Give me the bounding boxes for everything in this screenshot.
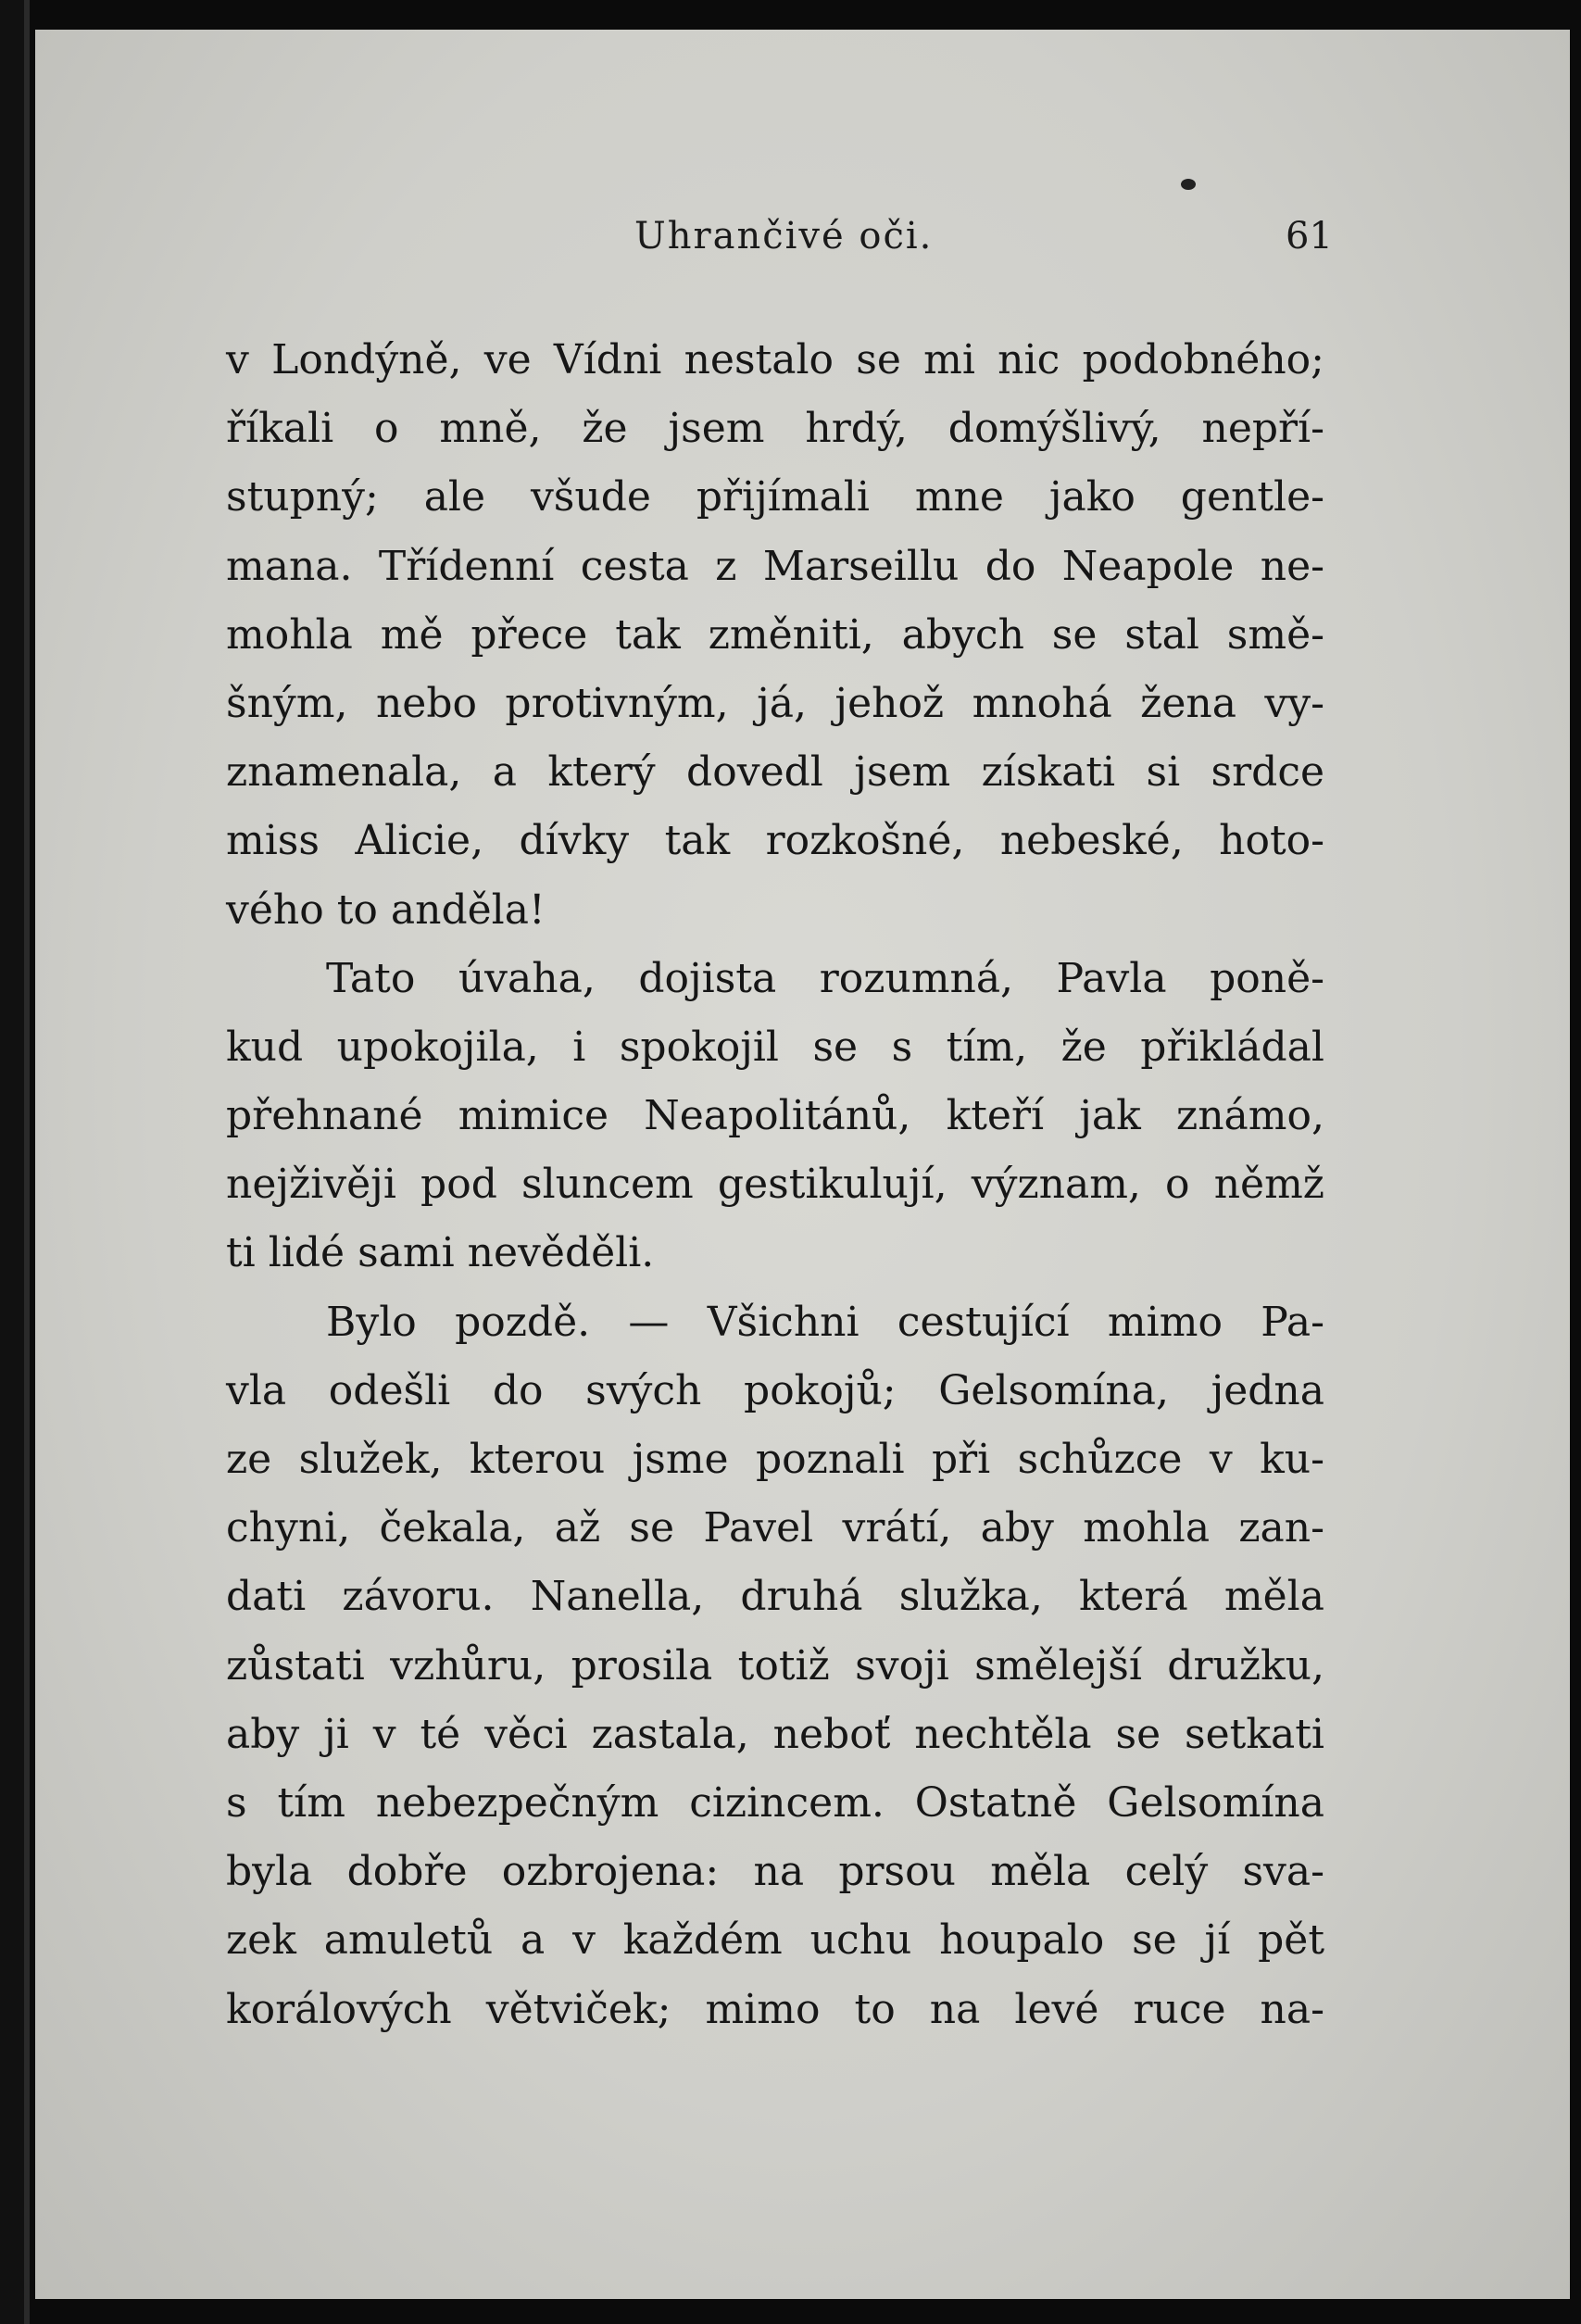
text-line: zůstati vzhůru, prosila totiž svoji smělejší družku, bbox=[226, 1641, 1324, 1690]
text-line: šným, nebo protivným, já, jehož mnohá žena vy- bbox=[226, 679, 1324, 727]
ink-speck bbox=[1181, 179, 1196, 190]
text-line: s tím nebezpečným cizincem. Ostatně Gelsomína bbox=[226, 1778, 1324, 1827]
text-line: ti lidé sami nevěděli. bbox=[226, 1229, 655, 1277]
text-line: říkali o mně, že jsem hrdý, domýšlivý, nepří- bbox=[226, 405, 1324, 453]
text-line: aby ji v té věci zastala, neboť nechtěla se setkati bbox=[226, 1710, 1324, 1758]
text-line: přehnané mimice Neapolitánů, kteří jak známo, bbox=[226, 1092, 1324, 1140]
text-line: ze služek, kterou jsme poznali při schůzce v ku- bbox=[226, 1436, 1324, 1483]
text-line: znamenala, a který dovedl jsem získati si srdce bbox=[226, 748, 1324, 797]
text-line: vla odešli do svých pokojů; Gelsomína, jedna bbox=[226, 1366, 1324, 1414]
text-line: Tato úvaha, dojista rozumná, Pavla poně- bbox=[326, 954, 1324, 1002]
page-header bbox=[0, 206, 1581, 261]
binding-edge bbox=[0, 0, 30, 2324]
text-line: byla dobře ozbrojena: na prsou měla celý sva- bbox=[226, 1848, 1324, 1896]
text-line: miss Alicie, dívky tak rozkošné, nebeské, hoto- bbox=[226, 817, 1324, 865]
text-line: mana. Třídenní cesta z Marseillu do Neapole ne- bbox=[226, 542, 1324, 590]
text-line: nejživěji pod sluncem gestikulují, význam, o němž bbox=[226, 1161, 1324, 1209]
text-line: chyni, čekala, až se Pavel vrátí, aby mohla zan- bbox=[226, 1504, 1324, 1552]
text-line: mohla mě přece tak změniti, abych se stal smě- bbox=[226, 610, 1324, 659]
text-line: korálových větviček; mimo to na levé ruce na- bbox=[226, 1985, 1324, 2033]
text-line: vého to anděla! bbox=[226, 886, 546, 934]
text-line: stupný; ale všude přijímali mne jako gentle- bbox=[226, 473, 1324, 521]
text-line: Bylo pozdě. — Všichni cestující mimo Pa- bbox=[326, 1298, 1324, 1346]
text-line: kud upokojila, i spokojil se s tím, že přikládal bbox=[226, 1023, 1324, 1071]
running-title: Uhrančivé oči. bbox=[634, 215, 934, 258]
text-line: v Londýně, ve Vídni nestalo se mi nic podobného; bbox=[226, 336, 1324, 383]
body-text bbox=[226, 326, 1324, 2044]
text-line: dati závoru. Nanella, druhá služka, která měla bbox=[226, 1573, 1324, 1621]
text-line: zek amuletů a v každém uchu houpalo se jí pět bbox=[226, 1916, 1324, 1965]
page-number: 61 bbox=[1286, 215, 1333, 258]
